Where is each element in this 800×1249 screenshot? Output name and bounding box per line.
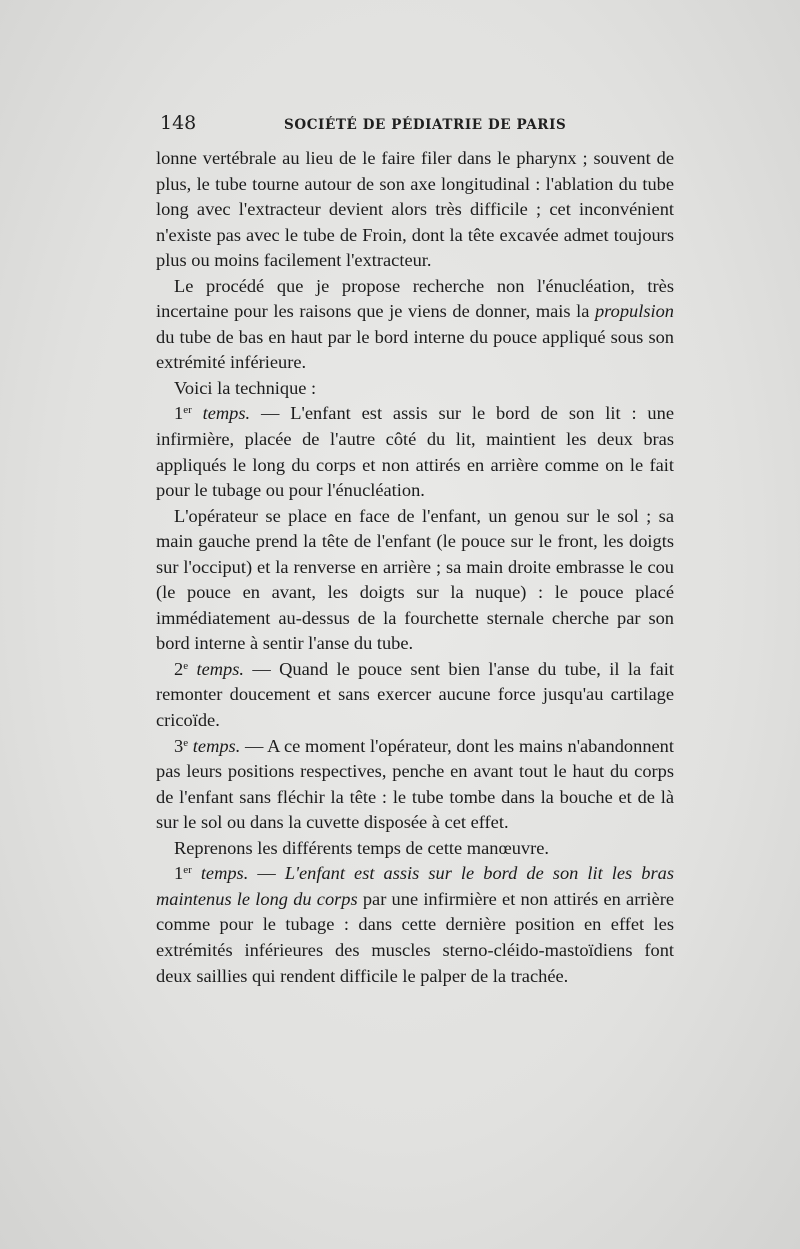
- emphasis-quote: L'enfant est assis sur le bord de son lit les bras maintenus le long du corps: [156, 863, 674, 909]
- paragraph-8: [156, 836, 674, 862]
- paragraph-3: [156, 376, 674, 402]
- step-label: temps.: [196, 658, 244, 679]
- paragraph-6: [156, 657, 674, 734]
- paragraph-text: Reprenons les différents temps de cette manœuvre.: [174, 837, 550, 858]
- paragraph-text: Le procédé que je propose recherche non l'énucléation, très incertaine pour les raisons que je viens de donner, mais la: [156, 275, 674, 322]
- paragraph-text: par une infirmière et non attirés en arrière comme pour le tubage : dans cette dernière position en effet les extrémités inférieures des muscles sterno-cléido-mastoïdiens font deux saillies qui rendent difficile le palper de la trachée.: [156, 888, 674, 986]
- body-text: [156, 146, 674, 989]
- paragraph-2: [156, 274, 674, 376]
- paragraph-text: —: [248, 863, 285, 884]
- step-number: 1: [174, 403, 184, 424]
- paragraph-text: — A ce moment l'opérateur, dont les mains n'abandonnent pas leurs positions respectives, penche en avant tout le haut du corps de l'enfant sans fléchir la tête : le tube tombe dans la bouche et de là sur le sol ou dans la cuvette disposée à cet effet.: [156, 735, 674, 833]
- paragraph-text: Voici la technique :: [174, 377, 317, 398]
- step-superscript: er: [183, 404, 192, 417]
- paragraph-1: [156, 146, 674, 274]
- step-label: temps.: [192, 735, 241, 756]
- paragraph-text: — Quand le pouce sent bien l'anse du tube, il la fait remonter doucement et sans exercer aucune force jusqu'au cartilage cricoïde.: [156, 658, 674, 731]
- step-number: 1: [174, 863, 184, 884]
- step-label: temps.: [200, 863, 249, 884]
- paragraph-text: — L'enfant est assis sur le bord de son lit : une infirmière, placée de l'autre côté du lit, maintient les deux bras appliqués le long du corps et non attirés en arrière comme on le fait pour le tubage ou pour l'énucléation.: [156, 403, 674, 501]
- paragraph-7: [156, 734, 674, 836]
- step-superscript: er: [183, 864, 192, 877]
- emphasis-propulsion: propulsion: [594, 301, 674, 322]
- step-superscript: e: [183, 736, 189, 749]
- step-number: 3: [174, 735, 184, 756]
- page-header: [160, 112, 670, 142]
- paragraph-4: [156, 401, 674, 503]
- step-number: 2: [174, 658, 184, 679]
- step-superscript: e: [183, 659, 189, 672]
- paragraph-text: L'opérateur se place en face de l'enfant, un genou sur le sol ; sa main gauche prend la tête de l'enfant (le pouce sur le front, les doigts sur l'occiput) et la renverse en arrière ; sa main droite embrasse le cou (le pouce en avant, les doigts sur la nuque) : le pouce placé immédiatement au-dessus de la fourchette sternale cherche par son bord interne à sentir l'anse du tube.: [156, 505, 674, 654]
- page-number: 148: [160, 112, 197, 134]
- paragraph-9: [156, 861, 674, 989]
- paragraph-text: lonne vertébrale au lieu de le faire filer dans le pharynx ; souvent de plus, le tube tourne autour de son axe longitudinal : l'ablation du tube long avec l'extracteur devient alors très difficile ; cet inconvénient n'existe pas avec le tube de Froin, dont la tête excavée admet toujours plus ou moins facilement l'extracteur.: [156, 148, 674, 271]
- step-label: temps.: [202, 403, 251, 424]
- paragraph-text: du tube de bas en haut par le bord interne du pouce appliqué sous son extrémité inférieure.: [156, 326, 674, 373]
- running-title: SOCIÉTÉ DE PÉDIATRIE DE PARIS: [284, 117, 567, 133]
- paragraph-5: [156, 504, 674, 657]
